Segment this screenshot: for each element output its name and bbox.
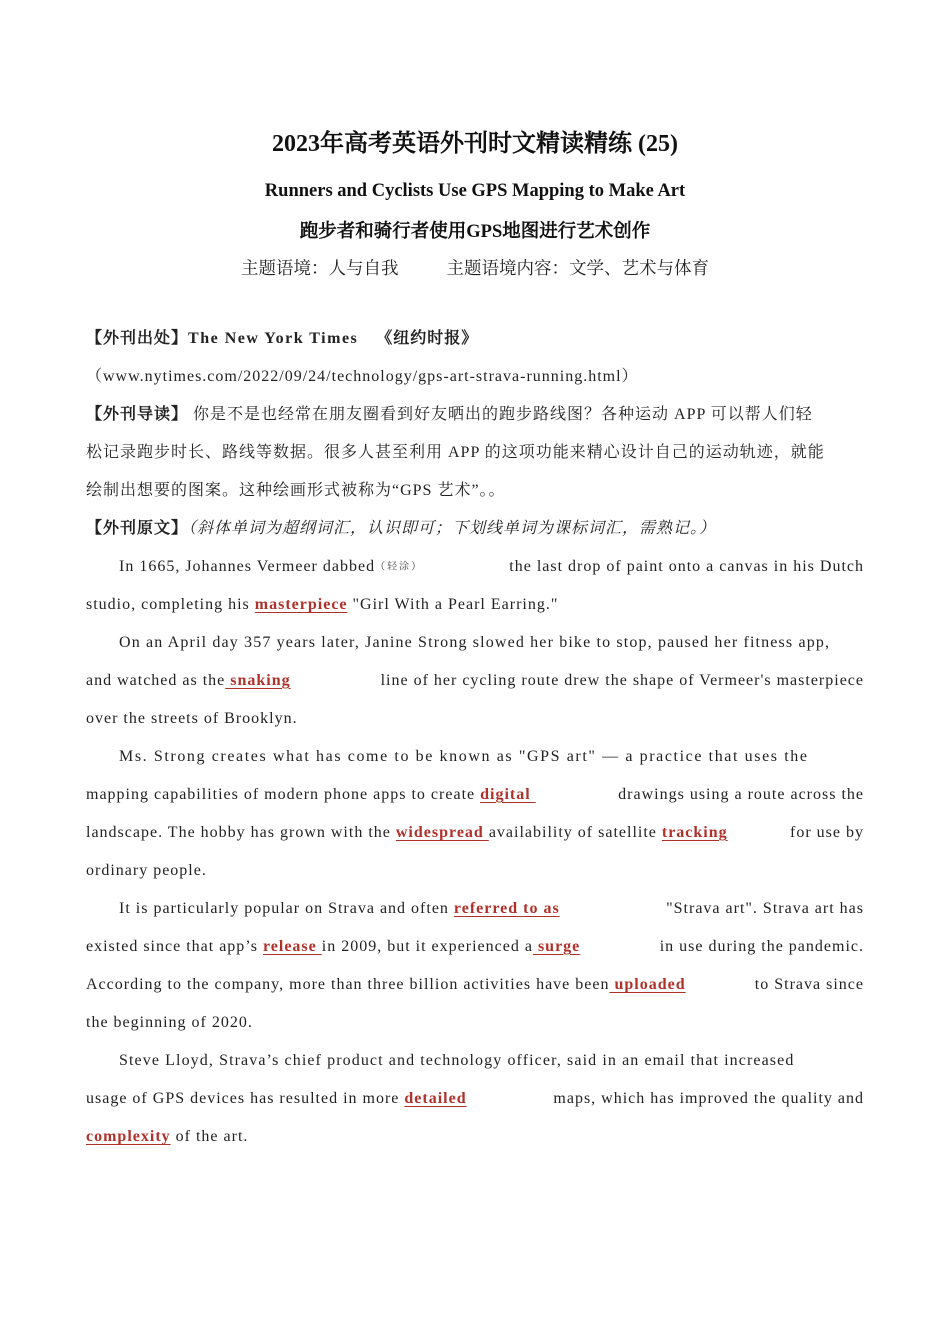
source-label: 【外刊出处】 (86, 330, 189, 347)
p1-line-2 (86, 590, 864, 628)
p3-text: availability of satellite (488, 824, 662, 841)
p3-line-1: Ms. Strong creates what has come to be known as "GPS art" — a practice that uses the (119, 748, 809, 765)
theme-context-content: 主题语境内容：文学、艺术与体育 (446, 258, 709, 278)
original-line (86, 514, 864, 552)
original-note: （斜体单词为超纲词汇，认识即可；下划线单词为课标词汇，需熟记。） (188, 520, 717, 537)
p5-text: maps, which has improved the quality and (548, 1090, 864, 1107)
p1-text: "Girl With a Pearl Earring." (347, 596, 559, 613)
keyword-snaking: snaking (225, 672, 291, 689)
p3-line-2 (86, 780, 864, 818)
p5-line-1: Steve Lloyd, Strava’s chief product and technology officer, said in an email that increased (119, 1052, 795, 1069)
article-body (86, 324, 864, 1160)
article-title-english: Runners and Cyclists Use GPS Mapping to Make Art (264, 181, 686, 201)
p5-text: of the art. (170, 1128, 249, 1145)
p2-line-2 (86, 666, 864, 704)
p3-line-3 (86, 818, 864, 856)
p5-text: usage of GPS devices has resulted in more (86, 1090, 405, 1107)
keyword-digital: digital (480, 786, 536, 803)
keyword-masterpiece: masterpiece (254, 596, 348, 613)
p1-line-1 (86, 552, 864, 590)
keyword-release: release (262, 938, 322, 955)
p4-line-1 (86, 894, 864, 932)
intro-text-1: 你是不是也经常在朋友圈看到好友晒出的跑步路线图？各种运动 APP 可以帮人们轻 (193, 406, 813, 423)
keyword-widespread: widespread (395, 824, 489, 841)
page-title: 2023年高考英语外刊时文精读精练 (25) (272, 131, 678, 157)
p2-line-1: On an April day 357 years later, Janine Strong slowed her bike to stop, paused her fitness app, (119, 634, 831, 651)
source-url: （www.nytimes.com/2022/09/24/technology/gps-art-strava-running.html） (86, 368, 639, 385)
keyword-uploaded: uploaded (609, 976, 686, 993)
theme-context-line (0, 255, 950, 280)
article-title-chinese: 跑步者和骑行者使用GPS地图进行艺术创作 (299, 222, 651, 242)
keyword-referred-to-as: referred to as (453, 900, 560, 917)
p5-line-3 (86, 1122, 864, 1160)
intro-line-2: 松记录跑步时长、路线等数据。很多人甚至利用 APP 的这项功能来精心设计自己的运动轨迹，就能 (86, 444, 825, 461)
p3-text: for use by (785, 824, 864, 841)
keyword-tracking: tracking (661, 824, 728, 841)
p4-line-4: the beginning of 2020. (86, 1014, 253, 1031)
p4-text: It is particularly popular on Strava and often (119, 900, 454, 917)
p4-text: in 2009, but it experienced a (321, 938, 533, 955)
p3-line-4: ordinary people. (86, 862, 207, 879)
p4-line-3 (86, 970, 864, 1008)
intro-line-1 (86, 400, 864, 438)
p3-text: mapping capabilities of modern phone apps to create (86, 786, 481, 803)
gloss-note: （轻涂） (375, 561, 424, 573)
keyword-complexity: complexity (86, 1128, 171, 1145)
p4-text: in use during the pandemic. (654, 938, 864, 955)
p4-text: existed since that app’s (86, 938, 263, 955)
source-publication-zh: 《纽约时报》 (376, 330, 479, 347)
keyword-surge: surge (532, 938, 581, 955)
p4-text: "Strava art". Strava art has (661, 900, 864, 917)
p1-text: In 1665, Johannes Vermeer dabbed (119, 558, 376, 575)
p4-line-2 (86, 932, 864, 970)
source-line (86, 324, 864, 362)
intro-line-3: 绘制出想要的图案。这种绘画形式被称为“GPS 艺术”。。 (86, 482, 506, 499)
p3-text: landscape. The hobby has grown with the (86, 824, 396, 841)
keyword-detailed: detailed (404, 1090, 467, 1107)
theme-context: 主题语境：人与自我 (241, 258, 399, 278)
original-label: 【外刊原文】 (86, 520, 189, 537)
intro-label: 【外刊导读】 (86, 406, 189, 423)
p4-text: to Strava since (749, 976, 864, 993)
p1-text: the last drop of paint onto a canvas in his Dutch (509, 558, 864, 575)
p1-text: studio, completing his (86, 596, 255, 613)
source-publication: The New York Times (188, 330, 359, 347)
p4-text: According to the company, more than three billion activities have been (86, 976, 610, 993)
p2-text: line of her cycling route drew the shape of Vermeer's masterpiece (375, 672, 864, 689)
p5-line-2 (86, 1084, 864, 1122)
p2-text: and watched as the (86, 672, 226, 689)
p2-line-3: over the streets of Brooklyn. (86, 710, 298, 727)
p3-text: drawings using a route across the (618, 786, 864, 803)
